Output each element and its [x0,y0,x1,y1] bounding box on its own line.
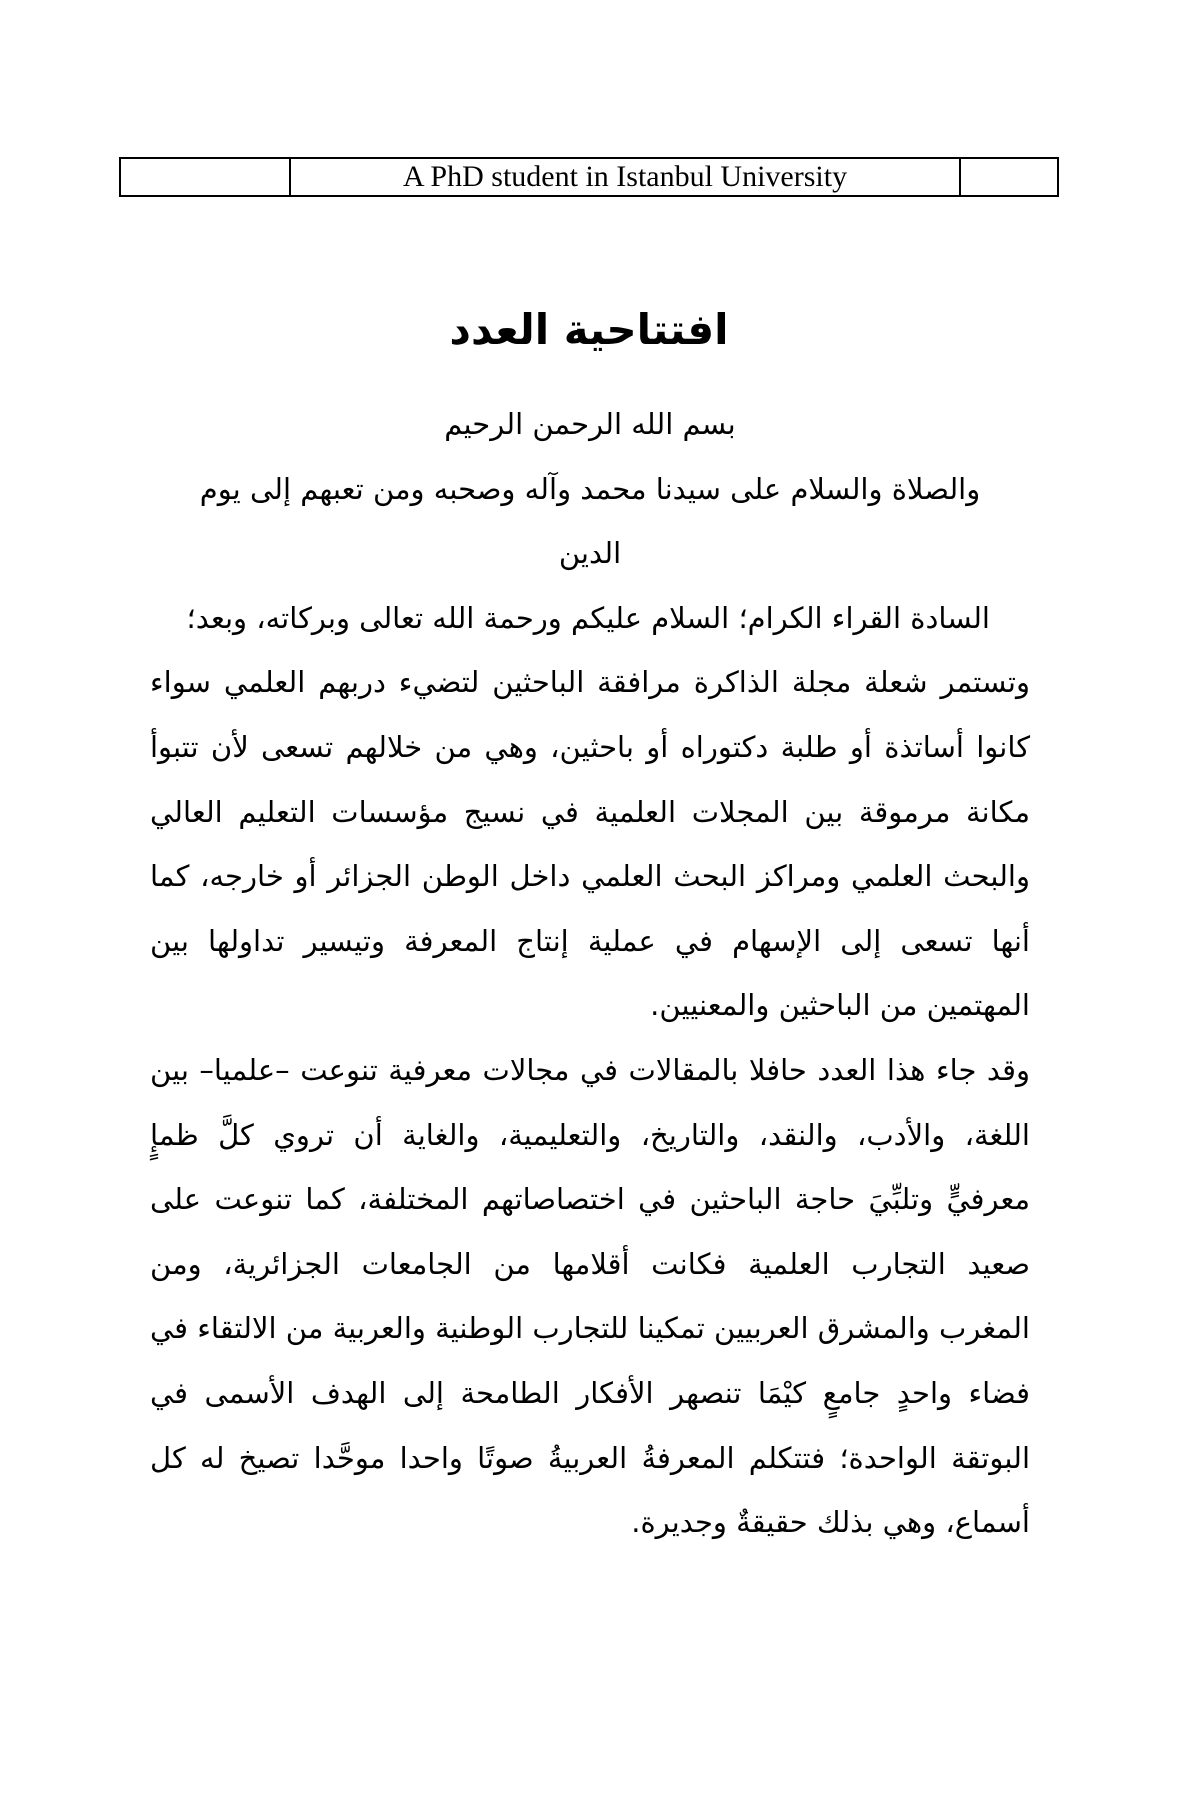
greeting: السادة القراء الكرام؛ السلام عليكم ورحمة الله تعالى وبركاته، وبعد؛ [186,600,990,635]
paragraph-2: وقد جاء هذا العدد حافلا بالمقالات في مجالات معرفية تنوعت –علميا– بين اللغة، والأدب، والنقد، والتاريخ، والتعليمية، والغاية أن تروي كلَّ ظمإٍ معرفيٍّ وتلبِّيَ حاجة الباحثين في اختصاصاتهم المختلفة، كما تنوعت على صعيد التجارب العلمية فكانت أقلامها من الجامعات الجزائرية، ومن المغرب والمشرق العربيين تمكينا للتجارب الوطنية والعربية من الالتقاء في فضاء واحدٍ جامعٍ كيْمَا تنصهر الأفكار الطامحة إلى الهدف الأسمى في البوتقة الواحدة؛ فتتكلم المعرفةُ العربيةُ صوتًا واحدا موحَّدا تصيخ له كل أسماع، وهي بذلك حقيقةٌ وجديرة. [150,1052,1030,1540]
header-cell-empty-left [120,158,290,196]
salat-line-1: والصلاة والسلام على سيدنا محمد وآله وصحبه ومن تعبهم إلى يوم [199,471,981,506]
page-title: افتتاحية العدد [449,305,729,354]
paragraph-1: وتستمر شعلة مجلة الذاكرة مرافقة الباحثين لتضيء دربهم العلمي سواء كانوا أساتذة أو طلبة دكتوراه أو باحثين، وهي من خلالهم تسعى لأن تتبوأ مكانة مرموقة بين المجلات العلمية في نسيج مؤسسات التعليم العالي والبحث العلمي ومراكز البحث العلمي داخل الوطن الجزائر أو خارجه، كما أنها تسعى إلى الإسهام في عملية إنتاج المعرفة وتيسير تداولها بين المهتمين من الباحثين والمعنيين. [150,665,1030,1023]
editorial-body [150,392,1030,1555]
basmala: بسم الله الرحمن الرحيم [444,407,736,441]
salat-line-2: الدين [558,536,622,571]
header-row [120,158,1058,196]
header-table [119,157,1059,197]
author-affiliation: A PhD student in Istanbul University [290,158,960,196]
header-cell-empty-right [960,158,1058,196]
